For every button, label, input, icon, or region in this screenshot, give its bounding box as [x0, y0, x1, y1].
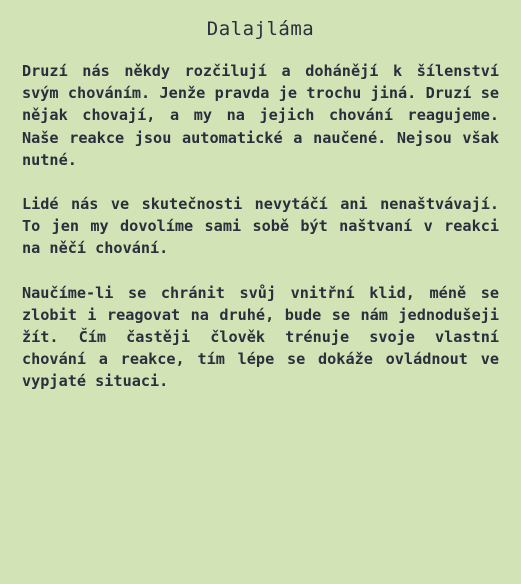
quote-title: Dalajláma [206, 18, 315, 40]
quote-paragraph-2: Lidé nás ve skutečnosti nevytáčí ani nenaštvávají. To jen my dovolíme sami sobě být naštvaní v reakci na něčí chování. [22, 195, 499, 258]
quote-paragraph-3: Naučíme-li se chránit svůj vnitřní klid, méně se zlobit i reagovat na druhé, bude se nám jednodušeji žít. Čím častěji člověk trénuje svoje vlastní chování a reakce, tím lépe se dokáže ovládnout ve vypjaté situaci. [22, 283, 499, 391]
quote-paragraph-1: Druzí nás někdy rozčilují a dohánějí k šílenství svým chováním. Jenže pravda je trochu jiná. Druzí se nějak chovají, a my na jejich chování reagujeme. Naše reakce jsou automatické a naučené. Nejsou však nutné. [22, 62, 499, 169]
